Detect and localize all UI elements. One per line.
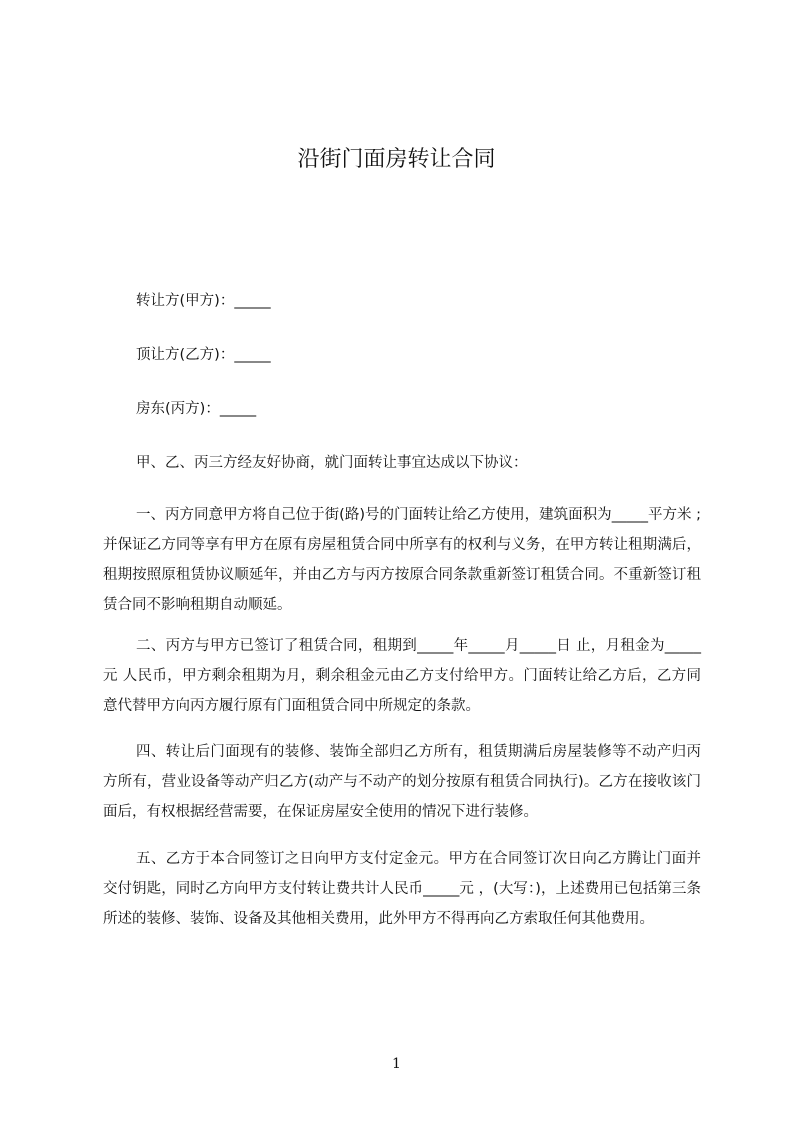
- document-title: 沿街门面房转让合同: [297, 147, 496, 172]
- clause-five: 五、乙方于本合同签订之日向甲方支付定金元。甲方在合同签订次日向乙方腾让门面并交付钥匙，同时乙方向甲方支付转让费共计人民币_____元 ，(大写：)，上述费用已包括第三条所述的装修、装饰、设备及其他相关费用，此外甲方不得再向乙方索取任何其他费用。: [103, 851, 701, 927]
- agreement-intro: 甲、乙、丙三方经友好协商，就门面转让事宜达成以下协议：: [136, 455, 528, 471]
- page-number: 1: [392, 1056, 401, 1072]
- transferee-line: 顶让方(乙方)：_____: [136, 347, 271, 363]
- landlord-line: 房东(丙方)：_____: [136, 401, 257, 417]
- clause-two: 二、丙方与甲方已签订了租赁合同，租期到_____年_____月_____日 止，月租金为_____元 人民币，甲方剩余租期为月，剩余租金元由乙方支付给甲方。门面转让给乙方后，乙方同意代替甲方向丙方履行原有门面租赁合同中所规定的条款。: [103, 638, 701, 714]
- clause-four: 四、转让后门面现有的装修、装饰全部归乙方所有，租赁期满后房屋装修等不动产归丙方所有，营业设备等动产归乙方(动产与不动产的划分按原有租赁合同执行)。乙方在接收该门面后，有权根据经营需要，在保证房屋安全使用的情况下进行装修。: [103, 744, 701, 820]
- clause-one: 一、丙方同意甲方将自己位于街(路)号的门面转让给乙方使用，建筑面积为_____平方米 ;并保证乙方同等享有甲方在原有房屋租赁合同中所享有的权利与义务，在甲方转让租期满后，租期按照原租赁协议顺延年，并由乙方与丙方按原合同条款重新签订租赁合同。不重新签订租赁合同不影响租期自动顺延。: [103, 507, 701, 613]
- transferor-line: 转让方(甲方)：_____: [136, 293, 271, 309]
